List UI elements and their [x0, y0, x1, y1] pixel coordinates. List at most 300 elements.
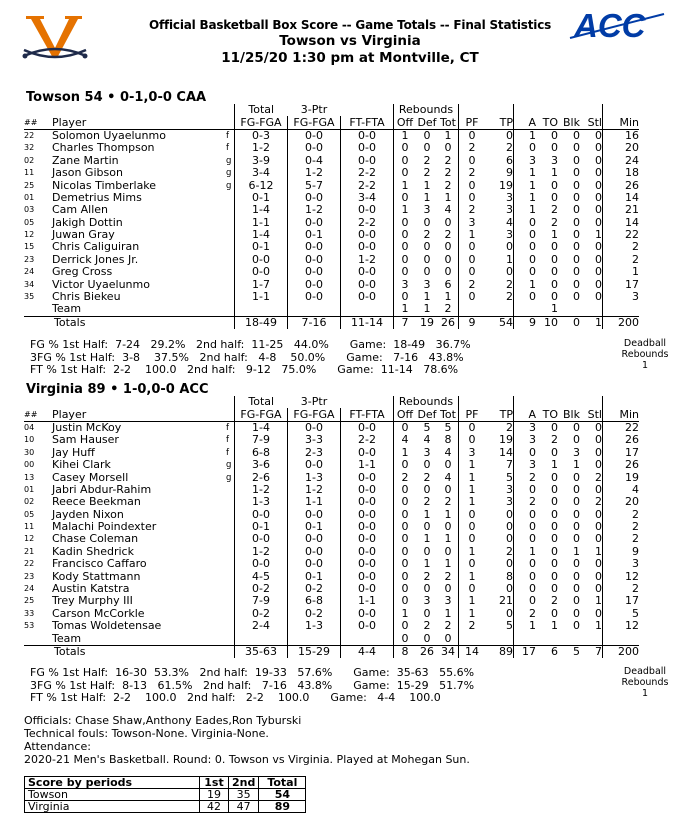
player-ft: 0-0 — [341, 484, 394, 496]
player-pf: 1 — [459, 546, 486, 558]
player-number: 05 — [24, 509, 35, 519]
player-3p: 1-3 — [288, 620, 341, 632]
player-def-reb: 2 — [423, 166, 431, 180]
player-points: 2 — [506, 544, 513, 558]
player-turnovers: 0 — [551, 470, 558, 484]
player-assists: 2 — [514, 608, 537, 620]
player-turnovers: 0 — [551, 445, 558, 459]
player-name: Kadin Shedrick — [52, 544, 134, 558]
totals-points: 54 — [485, 316, 514, 329]
player-turnovers: 2 — [551, 433, 558, 447]
player-assists: 0 — [514, 142, 537, 154]
player-number — [24, 303, 52, 316]
totals-turnovers: 6 — [536, 645, 558, 658]
player-assists: 0 — [514, 229, 537, 241]
player-minutes: 4 — [603, 484, 640, 496]
periods-1st: 19 — [200, 789, 229, 801]
totals-row — [24, 645, 639, 658]
totals-assists: 17 — [514, 645, 537, 658]
player-pf: 0 — [459, 521, 486, 533]
col-3p: FG-FGA — [288, 408, 341, 421]
player-tot-reb: 0 — [444, 458, 452, 472]
player-assists: 1 — [514, 179, 537, 191]
player-steals: 0 — [595, 507, 602, 521]
player-ft: 0-0 — [341, 521, 394, 533]
player-pf: 1 — [459, 496, 486, 508]
player-position — [226, 533, 235, 545]
player-points: 3 — [506, 190, 513, 204]
totals-label: Totals — [52, 316, 226, 329]
player-position — [226, 204, 235, 216]
player-blocks: 0 — [573, 507, 580, 521]
player-points: 3 — [506, 482, 513, 496]
player-pf: 0 — [459, 179, 486, 191]
player-tot-reb: 1 — [444, 507, 452, 521]
player-name: Charles Thompson — [52, 141, 155, 155]
player-ft: 0-0 — [341, 278, 394, 290]
player-name: Tomas Woldetensae — [52, 619, 162, 633]
player-row — [24, 434, 639, 446]
player-minutes: 26 — [603, 179, 640, 191]
col-min: Min — [603, 116, 640, 129]
player-fg: 0-0 — [235, 254, 288, 266]
player-row — [24, 595, 639, 607]
player-turnovers: 0 — [551, 544, 558, 558]
player-minutes: 2 — [603, 509, 640, 521]
player-def-reb: 1 — [423, 302, 431, 316]
player-pf: 2 — [459, 278, 486, 290]
player-position — [226, 620, 235, 632]
player-def-reb: 1 — [423, 557, 431, 571]
player-tot-reb: 2 — [444, 228, 452, 242]
player-row — [24, 204, 639, 216]
player-points: 0 — [506, 532, 513, 546]
player-pf: 1 — [459, 595, 486, 607]
player-name: Team — [52, 302, 82, 316]
player-minutes: 26 — [603, 434, 640, 446]
player-row — [24, 142, 639, 154]
player-name: Team — [52, 631, 82, 645]
player-minutes: 14 — [603, 192, 640, 204]
totals-steals: 7 — [580, 645, 603, 658]
player-assists: 1 — [514, 620, 537, 632]
player-tot-reb: 0 — [444, 252, 452, 266]
player-row — [24, 217, 639, 229]
col-super-rebounds: Rebounds — [394, 104, 459, 116]
col-super-3ptr: 3-Ptr — [300, 395, 328, 409]
player-assists: 0 — [514, 533, 537, 545]
player-ft: 2-2 — [341, 179, 394, 191]
col-pf: PF — [459, 408, 486, 421]
player-def-reb: 0 — [423, 252, 431, 266]
player-blocks: 0 — [573, 252, 580, 266]
player-minutes: 9 — [603, 546, 640, 558]
player-points: 6 — [506, 153, 513, 167]
player-fg: 0-2 — [235, 608, 288, 620]
totals-ft: 4-4 — [341, 645, 394, 658]
player-def-reb: 0 — [423, 141, 431, 155]
player-def-reb: 3 — [423, 445, 431, 459]
player-position: f — [226, 435, 229, 446]
player-assists: 0 — [514, 583, 537, 595]
player-position — [226, 595, 235, 607]
player-tot-reb: 2 — [444, 178, 452, 192]
player-name: Chris Caliguiran — [52, 240, 140, 254]
player-row — [24, 266, 639, 278]
player-points: 1 — [506, 252, 513, 266]
player-blocks: 0 — [573, 532, 580, 546]
player-pf: 0 — [459, 583, 486, 595]
player-position — [226, 229, 235, 241]
player-points: 0 — [506, 520, 513, 534]
player-position: g — [226, 460, 232, 471]
player-turnovers: 0 — [551, 277, 558, 291]
periods-header-1st: 1st — [200, 777, 229, 789]
player-fg: 0-1 — [235, 521, 288, 533]
player-row — [24, 179, 639, 191]
player-row — [24, 570, 639, 582]
away-team-heading: Towson 54 • 0-1,0-0 CAA — [26, 90, 207, 105]
player-off-reb: 0 — [394, 546, 417, 558]
player-def-reb: 2 — [423, 153, 431, 167]
player-minutes: 20 — [603, 496, 640, 508]
player-def-reb: 0 — [423, 128, 431, 142]
totals-row — [24, 316, 639, 329]
player-assists: 0 — [514, 558, 537, 570]
shooting-split-line: 3FG % 1st Half: 3-8 37.5% 2nd half: 4-8 50.0% Game: 7-16 43.8% — [30, 350, 464, 364]
player-3p: 0-2 — [288, 583, 341, 595]
player-ft: 1-2 — [341, 254, 394, 266]
player-row — [24, 447, 639, 459]
player-turnovers: 0 — [551, 482, 558, 496]
player-points: 7 — [506, 458, 513, 472]
player-row — [24, 509, 639, 521]
player-tot-reb: 0 — [444, 240, 452, 254]
player-number: 22 — [24, 130, 35, 140]
player-fg: 1-1 — [235, 291, 288, 303]
player-fg: 4-5 — [235, 570, 288, 582]
periods-header-2nd: 2nd — [229, 777, 259, 789]
player-minutes: 18 — [603, 167, 640, 179]
player-3p: 0-1 — [288, 521, 341, 533]
player-steals: 2 — [595, 495, 602, 509]
player-steals — [580, 303, 603, 316]
player-turnovers: 0 — [551, 178, 558, 192]
totals-label: Totals — [52, 645, 226, 658]
player-3p: 0-0 — [288, 217, 341, 229]
player-steals: 1 — [595, 594, 602, 608]
player-def-reb: 1 — [423, 532, 431, 546]
player-def-reb: 1 — [423, 190, 431, 204]
periods-2nd: 47 — [229, 801, 259, 813]
player-ft: 0-0 — [341, 583, 394, 595]
player-position — [226, 632, 235, 645]
player-blocks: 0 — [573, 495, 580, 509]
player-points — [485, 632, 514, 645]
totals-pf: 14 — [459, 645, 486, 658]
player-turnovers: 1 — [551, 228, 558, 242]
player-steals: 0 — [595, 520, 602, 534]
player-ft: 0-0 — [341, 204, 394, 216]
player-fg: 1-4 — [235, 229, 288, 241]
player-number: 33 — [24, 608, 35, 618]
player-position — [226, 583, 235, 595]
player-3p: 3-3 — [288, 434, 341, 446]
player-name: Austin Katstra — [52, 582, 130, 596]
col-player: Player — [52, 408, 226, 421]
player-blocks: 0 — [573, 470, 580, 484]
player-3p: 0-0 — [288, 291, 341, 303]
player-def-reb: 0 — [423, 458, 431, 472]
player-points: 0 — [506, 557, 513, 571]
totals-ft: 11-14 — [341, 316, 394, 329]
player-ft: 0-0 — [341, 241, 394, 253]
player-off-reb: 1 — [394, 179, 417, 191]
player-turnovers: 0 — [551, 569, 558, 583]
player-minutes: 17 — [603, 278, 640, 290]
player-turnovers: 0 — [551, 606, 558, 620]
player-points: 0 — [506, 606, 513, 620]
away-box-score-table — [24, 104, 639, 329]
player-number: 04 — [24, 422, 35, 432]
player-row — [24, 459, 639, 471]
player-name: Chase Coleman — [52, 532, 139, 546]
player-position — [226, 278, 235, 290]
player-fg: 0-1 — [235, 241, 288, 253]
player-3p — [288, 632, 341, 645]
player-def-reb: 0 — [423, 240, 431, 254]
player-number: 10 — [24, 435, 35, 445]
player-number: 23 — [24, 571, 35, 581]
away-shooting-splits — [30, 338, 471, 376]
player-name: Jayden Nixon — [52, 507, 124, 521]
player-fg: 1-2 — [235, 484, 288, 496]
deadball-value: 1 — [641, 360, 649, 371]
totals-steals: 1 — [580, 316, 603, 329]
player-ft: 0-0 — [341, 291, 394, 303]
player-points: 21 — [499, 594, 513, 608]
player-3p: 0-0 — [288, 459, 341, 471]
totals-fg: 18-49 — [235, 316, 288, 329]
player-position — [226, 192, 235, 204]
player-ft: 0-0 — [341, 266, 394, 278]
player-pf — [459, 303, 486, 316]
shooting-split-line: 3FG % 1st Half: 8-13 61.5% 2nd half: 7-16 43.8% Game: 15-29 51.7% — [30, 678, 475, 692]
player-turnovers: 0 — [551, 240, 558, 254]
player-off-reb: 0 — [394, 291, 417, 303]
player-tot-reb: 0 — [444, 544, 452, 558]
col-stl: Stl — [580, 116, 603, 129]
player-name: Kody Stattmann — [52, 569, 141, 583]
player-blocks: 0 — [573, 520, 580, 534]
player-assists: 2 — [514, 496, 537, 508]
player-minutes: 21 — [603, 204, 640, 216]
score-by-periods-table — [24, 776, 306, 813]
player-off-reb: 0 — [394, 254, 417, 266]
player-3p: 0-0 — [288, 266, 341, 278]
player-number: 15 — [24, 242, 35, 252]
player-number: 01 — [24, 484, 35, 494]
player-ft: 1-1 — [341, 595, 394, 607]
player-def-reb: 2 — [423, 228, 431, 242]
player-points: 2 — [506, 290, 513, 304]
player-def-reb: 1 — [423, 178, 431, 192]
player-position: g — [226, 472, 232, 483]
player-name: Trey Murphy III — [52, 594, 133, 608]
player-tot-reb: 8 — [444, 433, 452, 447]
periods-1st: 42 — [200, 801, 229, 813]
player-number: 32 — [24, 143, 35, 153]
player-ft: 2-2 — [341, 434, 394, 446]
player-blocks: 0 — [573, 228, 580, 242]
player-def-reb: 0 — [423, 482, 431, 496]
player-off-reb: 1 — [394, 608, 417, 620]
player-turnovers: 0 — [551, 557, 558, 571]
player-ft: 0-0 — [341, 558, 394, 570]
player-fg: 6-8 — [235, 447, 288, 459]
player-row — [24, 303, 639, 316]
player-minutes: 12 — [603, 570, 640, 582]
player-number: 02 — [24, 497, 35, 507]
matchup-title: Towson vs Virginia — [279, 33, 421, 49]
player-ft: 0-0 — [341, 570, 394, 582]
col-super-total: Total — [235, 104, 288, 116]
player-number: 12 — [24, 230, 35, 240]
player-steals: 0 — [595, 166, 602, 180]
col-super-total: Total — [235, 396, 288, 408]
col-player: Player — [52, 116, 226, 129]
player-steals: 0 — [595, 277, 602, 291]
player-points: 0 — [506, 240, 513, 254]
player-3p: 0-4 — [288, 155, 341, 167]
totals-3p: 7-16 — [288, 316, 341, 329]
player-minutes: 17 — [603, 447, 640, 459]
player-name: Francisco Caffaro — [52, 557, 147, 571]
player-assists: 0 — [514, 521, 537, 533]
player-fg: 1-3 — [235, 496, 288, 508]
player-steals: 0 — [595, 178, 602, 192]
player-ft: 0-0 — [341, 496, 394, 508]
player-fg: 1-2 — [235, 546, 288, 558]
player-assists: 3 — [514, 459, 537, 471]
player-row — [24, 521, 639, 533]
player-steals: 0 — [595, 445, 602, 459]
player-minutes: 24 — [603, 155, 640, 167]
player-pf: 0 — [459, 421, 486, 434]
player-pf: 0 — [459, 192, 486, 204]
player-position — [226, 254, 235, 266]
player-points: 0 — [506, 507, 513, 521]
player-tot-reb: 0 — [444, 141, 452, 155]
player-number — [24, 632, 52, 645]
player-name: Kihei Clark — [52, 458, 111, 472]
player-steals: 0 — [595, 433, 602, 447]
player-name: Reece Beekman — [52, 495, 141, 509]
game-note: 2020-21 Men's Basketball. Round: 0. Towson vs Virginia. Played at Mohegan Sun. — [24, 753, 470, 766]
player-ft: 1-1 — [341, 459, 394, 471]
player-position: g — [226, 168, 232, 179]
player-pf: 3 — [459, 217, 486, 229]
player-minutes — [603, 303, 640, 316]
player-fg: 0-0 — [235, 266, 288, 278]
player-points: 3 — [506, 495, 513, 509]
player-assists — [514, 303, 537, 316]
player-tot-reb: 2 — [444, 166, 452, 180]
player-turnovers: 0 — [551, 495, 558, 509]
player-def-reb: 0 — [423, 215, 431, 229]
player-turnovers: 0 — [551, 128, 558, 142]
col-num: ## — [24, 116, 52, 129]
player-points: 5 — [506, 619, 513, 633]
player-position — [226, 241, 235, 253]
player-blocks: 0 — [573, 240, 580, 254]
player-points: 14 — [499, 445, 513, 459]
totals-pf: 9 — [459, 316, 486, 329]
player-turnovers — [536, 632, 558, 645]
player-3p: 0-0 — [288, 129, 341, 142]
player-minutes: 2 — [603, 521, 640, 533]
player-row — [24, 241, 639, 253]
player-name: Demetrius Mims — [52, 190, 142, 204]
player-tot-reb: 1 — [444, 532, 452, 546]
player-row — [24, 496, 639, 508]
player-fg: 2-6 — [235, 471, 288, 483]
player-off-reb: 0 — [394, 583, 417, 595]
player-blocks: 0 — [573, 569, 580, 583]
player-assists: 0 — [514, 447, 537, 459]
player-tot-reb: 5 — [444, 420, 452, 434]
player-name: Chris Biekeu — [52, 290, 121, 304]
player-number: 11 — [24, 168, 35, 178]
player-points: 19 — [499, 433, 513, 447]
player-fg: 3-4 — [235, 167, 288, 179]
player-minutes: 2 — [603, 533, 640, 545]
player-minutes: 16 — [603, 129, 640, 142]
home-box-score-table — [24, 396, 639, 658]
player-off-reb: 1 — [394, 204, 417, 216]
player-off-reb: 0 — [394, 217, 417, 229]
player-row — [24, 620, 639, 632]
player-blocks: 0 — [573, 141, 580, 155]
player-tot-reb: 6 — [444, 277, 452, 291]
player-def-reb: 0 — [423, 582, 431, 596]
player-assists: 3 — [514, 434, 537, 446]
col-super-3ptr: 3-Ptr — [300, 103, 328, 117]
player-assists: 0 — [514, 509, 537, 521]
player-assists: 0 — [514, 254, 537, 266]
player-ft: 2-2 — [341, 167, 394, 179]
deadball-value: 1 — [641, 688, 649, 699]
player-steals: 0 — [595, 482, 602, 496]
player-3p: 0-0 — [288, 241, 341, 253]
player-fg: 7-9 — [235, 595, 288, 607]
player-3p: 0-1 — [288, 229, 341, 241]
col-tp: TP — [485, 116, 514, 129]
totals-off-reb: 7 — [394, 316, 417, 329]
player-tot-reb: 4 — [444, 445, 452, 459]
player-fg: 0-0 — [235, 533, 288, 545]
player-turnovers: 0 — [551, 265, 558, 279]
player-off-reb: 0 — [394, 421, 417, 434]
totals-points: 89 — [485, 645, 514, 658]
player-off-reb: 1 — [394, 303, 417, 316]
player-assists: 0 — [514, 484, 537, 496]
player-off-reb: 0 — [394, 620, 417, 632]
player-blocks: 1 — [573, 544, 580, 558]
player-points: 4 — [506, 215, 513, 229]
player-pf: 3 — [459, 447, 486, 459]
player-off-reb: 3 — [394, 278, 417, 290]
